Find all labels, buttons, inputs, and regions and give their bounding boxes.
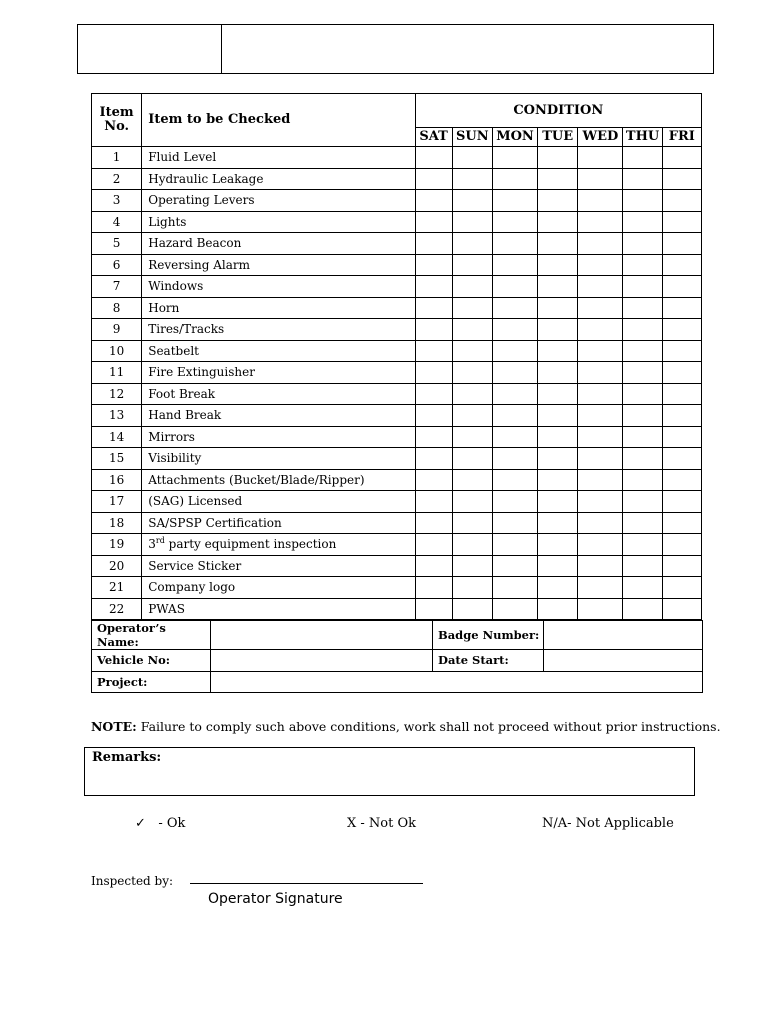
item-name: Reversing Alarm bbox=[142, 254, 415, 276]
day-header-thu: THU bbox=[623, 128, 662, 147]
condition-cell-tue[interactable] bbox=[538, 577, 578, 599]
condition-cell-fri[interactable] bbox=[662, 168, 701, 190]
condition-cell-sat[interactable] bbox=[415, 448, 452, 470]
table-row bbox=[92, 362, 702, 384]
inspected-by-label: Inspected by: bbox=[91, 874, 174, 888]
condition-cell-sat[interactable] bbox=[415, 319, 452, 341]
table-row bbox=[92, 555, 702, 577]
item-number: 16 bbox=[92, 469, 142, 491]
condition-cell-tue[interactable] bbox=[538, 297, 578, 319]
note-text: Failure to comply such above conditions, work shall not proceed without prior instructions. bbox=[136, 719, 721, 734]
condition-cell-sat[interactable] bbox=[415, 512, 452, 534]
condition-cell-tue[interactable] bbox=[538, 448, 578, 470]
condition-cell-sun[interactable] bbox=[452, 469, 492, 491]
item-number: 19 bbox=[92, 534, 142, 556]
condition-cell-thu[interactable] bbox=[623, 147, 662, 169]
condition-cell-sun[interactable] bbox=[452, 254, 492, 276]
item-number: 11 bbox=[92, 362, 142, 384]
condition-cell-sat[interactable] bbox=[415, 297, 452, 319]
item-name: SA/SPSP Certification bbox=[142, 512, 415, 534]
item-number: 18 bbox=[92, 512, 142, 534]
operator-signature-label: Operator Signature bbox=[208, 891, 343, 907]
condition-cell-tue[interactable] bbox=[538, 190, 578, 212]
operator-name-label: Operator’s Name: bbox=[92, 621, 211, 650]
item-number: 12 bbox=[92, 383, 142, 405]
item-number: 2 bbox=[92, 168, 142, 190]
condition-cell-mon[interactable] bbox=[492, 233, 537, 255]
condition-cell-tue[interactable] bbox=[538, 254, 578, 276]
condition-cell-fri[interactable] bbox=[662, 319, 701, 341]
day-header-fri: FRI bbox=[662, 128, 701, 147]
header-logo-cell bbox=[78, 25, 222, 73]
condition-cell-sun[interactable] bbox=[452, 555, 492, 577]
item-name: Hand Break bbox=[142, 405, 415, 427]
condition-cell-sun[interactable] bbox=[452, 362, 492, 384]
condition-cell-tue[interactable] bbox=[538, 340, 578, 362]
vehicle-no-field[interactable] bbox=[211, 650, 433, 672]
condition-cell-mon[interactable] bbox=[492, 577, 537, 599]
item-number: 22 bbox=[92, 598, 142, 620]
item-name: Operating Levers bbox=[142, 190, 415, 212]
condition-cell-fri[interactable] bbox=[662, 512, 701, 534]
item-name: Windows bbox=[142, 276, 415, 298]
note-label: NOTE: bbox=[91, 719, 137, 734]
condition-cell-sat[interactable] bbox=[415, 254, 452, 276]
table-row bbox=[92, 190, 702, 212]
table-row bbox=[92, 577, 702, 599]
condition-cell-sun[interactable] bbox=[452, 426, 492, 448]
item-number: 6 bbox=[92, 254, 142, 276]
project-field[interactable] bbox=[211, 671, 703, 693]
header-title-cell bbox=[222, 25, 713, 73]
item-name: Company logo bbox=[142, 577, 415, 599]
condition-cell-mon[interactable] bbox=[492, 448, 537, 470]
condition-cell-tue[interactable] bbox=[538, 491, 578, 513]
item-no-header: Item No. bbox=[92, 94, 142, 147]
table-row bbox=[92, 211, 702, 233]
checkmark-icon: ✓ bbox=[135, 816, 146, 831]
condition-cell-mon[interactable] bbox=[492, 555, 537, 577]
condition-cell-mon[interactable] bbox=[492, 534, 537, 556]
table-row bbox=[92, 448, 702, 470]
condition-cell-wed[interactable] bbox=[578, 211, 623, 233]
condition-cell-sat[interactable] bbox=[415, 426, 452, 448]
condition-cell-mon[interactable] bbox=[492, 426, 537, 448]
day-header-sat: SAT bbox=[415, 128, 452, 147]
table-row bbox=[92, 405, 702, 427]
condition-cell-mon[interactable] bbox=[492, 405, 537, 427]
condition-cell-tue[interactable] bbox=[538, 534, 578, 556]
item-number: 17 bbox=[92, 491, 142, 513]
condition-cell-thu[interactable] bbox=[623, 469, 662, 491]
condition-cell-wed[interactable] bbox=[578, 297, 623, 319]
condition-cell-thu[interactable] bbox=[623, 362, 662, 384]
table-row bbox=[92, 469, 702, 491]
condition-cell-sun[interactable] bbox=[452, 491, 492, 513]
condition-cell-thu[interactable] bbox=[623, 598, 662, 620]
item-name: Attachments (Bucket/Blade/Ripper) bbox=[142, 469, 415, 491]
condition-cell-sat[interactable] bbox=[415, 233, 452, 255]
day-header-mon: MON bbox=[492, 128, 537, 147]
condition-cell-thu[interactable] bbox=[623, 276, 662, 298]
condition-cell-sat[interactable] bbox=[415, 147, 452, 169]
item-number: 4 bbox=[92, 211, 142, 233]
item-number: 1 bbox=[92, 147, 142, 169]
condition-cell-fri[interactable] bbox=[662, 426, 701, 448]
condition-cell-tue[interactable] bbox=[538, 147, 578, 169]
condition-cell-wed[interactable] bbox=[578, 426, 623, 448]
condition-cell-sun[interactable] bbox=[452, 233, 492, 255]
condition-cell-fri[interactable] bbox=[662, 383, 701, 405]
table-row bbox=[92, 426, 702, 448]
condition-cell-sun[interactable] bbox=[452, 448, 492, 470]
condition-cell-mon[interactable] bbox=[492, 340, 537, 362]
item-number: 8 bbox=[92, 297, 142, 319]
item-name: Lights bbox=[142, 211, 415, 233]
condition-cell-thu[interactable] bbox=[623, 577, 662, 599]
condition-cell-fri[interactable] bbox=[662, 469, 701, 491]
item-name: Service Sticker bbox=[142, 555, 415, 577]
condition-cell-sun[interactable] bbox=[452, 319, 492, 341]
condition-cell-fri[interactable] bbox=[662, 233, 701, 255]
item-name: Horn bbox=[142, 297, 415, 319]
condition-cell-fri[interactable] bbox=[662, 491, 701, 513]
condition-cell-mon[interactable] bbox=[492, 190, 537, 212]
item-number: 7 bbox=[92, 276, 142, 298]
condition-cell-thu[interactable] bbox=[623, 254, 662, 276]
condition-cell-thu[interactable] bbox=[623, 383, 662, 405]
condition-cell-mon[interactable] bbox=[492, 362, 537, 384]
item-name: Mirrors bbox=[142, 426, 415, 448]
condition-cell-sun[interactable] bbox=[452, 211, 492, 233]
item-number: 10 bbox=[92, 340, 142, 362]
item-name: Hydraulic Leakage bbox=[142, 168, 415, 190]
condition-cell-sun[interactable] bbox=[452, 598, 492, 620]
condition-cell-tue[interactable] bbox=[538, 426, 578, 448]
condition-cell-sun[interactable] bbox=[452, 383, 492, 405]
condition-cell-sun[interactable] bbox=[452, 297, 492, 319]
day-header-sun: SUN bbox=[452, 128, 492, 147]
table-row bbox=[92, 254, 702, 276]
table-row bbox=[92, 233, 702, 255]
condition-cell-tue[interactable] bbox=[538, 512, 578, 534]
condition-cell-wed[interactable] bbox=[578, 190, 623, 212]
condition-cell-wed[interactable] bbox=[578, 405, 623, 427]
condition-cell-wed[interactable] bbox=[578, 448, 623, 470]
condition-cell-wed[interactable] bbox=[578, 491, 623, 513]
condition-cell-sun[interactable] bbox=[452, 168, 492, 190]
condition-cell-mon[interactable] bbox=[492, 319, 537, 341]
condition-cell-sat[interactable] bbox=[415, 405, 452, 427]
condition-cell-tue[interactable] bbox=[538, 405, 578, 427]
project-label: Project: bbox=[92, 671, 211, 693]
condition-cell-sat[interactable] bbox=[415, 168, 452, 190]
condition-cell-tue[interactable] bbox=[538, 362, 578, 384]
condition-cell-fri[interactable] bbox=[662, 340, 701, 362]
condition-cell-sat[interactable] bbox=[415, 362, 452, 384]
table-row bbox=[92, 147, 702, 169]
condition-cell-sat[interactable] bbox=[415, 598, 452, 620]
condition-cell-fri[interactable] bbox=[662, 448, 701, 470]
condition-cell-sat[interactable] bbox=[415, 383, 452, 405]
condition-cell-sat[interactable] bbox=[415, 190, 452, 212]
condition-cell-sun[interactable] bbox=[452, 190, 492, 212]
table-row bbox=[92, 340, 702, 362]
vehicle-no-label: Vehicle No: bbox=[92, 650, 211, 672]
condition-cell-sun[interactable] bbox=[452, 534, 492, 556]
condition-cell-thu[interactable] bbox=[623, 319, 662, 341]
condition-cell-fri[interactable] bbox=[662, 405, 701, 427]
table-row bbox=[92, 276, 702, 298]
condition-cell-mon[interactable] bbox=[492, 598, 537, 620]
operator-name-field[interactable] bbox=[211, 621, 433, 650]
condition-cell-thu[interactable] bbox=[623, 340, 662, 362]
condition-cell-fri[interactable] bbox=[662, 577, 701, 599]
item-name: Fluid Level bbox=[142, 147, 415, 169]
item-name: (SAG) Licensed bbox=[142, 491, 415, 513]
condition-cell-thu[interactable] bbox=[623, 555, 662, 577]
condition-cell-mon[interactable] bbox=[492, 276, 537, 298]
table-row bbox=[92, 534, 702, 556]
condition-cell-sat[interactable] bbox=[415, 340, 452, 362]
item-name: Tires/Tracks bbox=[142, 319, 415, 341]
condition-cell-mon[interactable] bbox=[492, 254, 537, 276]
condition-cell-tue[interactable] bbox=[538, 469, 578, 491]
condition-cell-sun[interactable] bbox=[452, 147, 492, 169]
condition-cell-fri[interactable] bbox=[662, 211, 701, 233]
date-start-field[interactable] bbox=[544, 650, 703, 672]
item-to-check-header: Item to be Checked bbox=[142, 94, 415, 147]
condition-cell-thu[interactable] bbox=[623, 190, 662, 212]
document-header-box bbox=[77, 24, 714, 74]
badge-number-label: Badge Number: bbox=[433, 621, 544, 650]
table-row bbox=[92, 297, 702, 319]
item-name: Hazard Beacon bbox=[142, 233, 415, 255]
condition-cell-wed[interactable] bbox=[578, 147, 623, 169]
condition-cell-sun[interactable] bbox=[452, 340, 492, 362]
item-name: Seatbelt bbox=[142, 340, 415, 362]
condition-cell-mon[interactable] bbox=[492, 297, 537, 319]
condition-cell-fri[interactable] bbox=[662, 362, 701, 384]
condition-cell-wed[interactable] bbox=[578, 577, 623, 599]
condition-cell-sat[interactable] bbox=[415, 534, 452, 556]
condition-cell-wed[interactable] bbox=[578, 469, 623, 491]
table-row bbox=[92, 319, 702, 341]
condition-cell-thu[interactable] bbox=[623, 426, 662, 448]
condition-cell-fri[interactable] bbox=[662, 598, 701, 620]
condition-cell-sat[interactable] bbox=[415, 555, 452, 577]
item-number: 3 bbox=[92, 190, 142, 212]
condition-cell-tue[interactable] bbox=[538, 555, 578, 577]
condition-cell-sat[interactable] bbox=[415, 491, 452, 513]
legend-not-ok: X - Not Ok bbox=[347, 816, 417, 831]
item-name: Visibility bbox=[142, 448, 415, 470]
condition-cell-thu[interactable] bbox=[623, 512, 662, 534]
condition-cell-wed[interactable] bbox=[578, 534, 623, 556]
condition-cell-fri[interactable] bbox=[662, 297, 701, 319]
condition-cell-thu[interactable] bbox=[623, 405, 662, 427]
legend-ok-text: - Ok bbox=[158, 816, 186, 831]
condition-cell-wed[interactable] bbox=[578, 362, 623, 384]
condition-cell-tue[interactable] bbox=[538, 319, 578, 341]
condition-cell-thu[interactable] bbox=[623, 491, 662, 513]
condition-cell-wed[interactable] bbox=[578, 233, 623, 255]
item-number: 13 bbox=[92, 405, 142, 427]
condition-cell-tue[interactable] bbox=[538, 233, 578, 255]
condition-cell-sat[interactable] bbox=[415, 276, 452, 298]
table-row bbox=[92, 383, 702, 405]
condition-cell-sun[interactable] bbox=[452, 512, 492, 534]
condition-cell-mon[interactable] bbox=[492, 168, 537, 190]
condition-cell-wed[interactable] bbox=[578, 340, 623, 362]
condition-cell-mon[interactable] bbox=[492, 512, 537, 534]
inspection-checklist-table bbox=[91, 93, 702, 620]
day-header-wed: WED bbox=[578, 128, 623, 147]
condition-cell-fri[interactable] bbox=[662, 190, 701, 212]
condition-cell-sat[interactable] bbox=[415, 469, 452, 491]
condition-cell-tue[interactable] bbox=[538, 211, 578, 233]
note-line bbox=[91, 719, 721, 734]
item-name: PWAS bbox=[142, 598, 415, 620]
condition-cell-tue[interactable] bbox=[538, 168, 578, 190]
table-row bbox=[92, 491, 702, 513]
condition-cell-wed[interactable] bbox=[578, 512, 623, 534]
condition-cell-fri[interactable] bbox=[662, 147, 701, 169]
condition-cell-sun[interactable] bbox=[452, 577, 492, 599]
condition-cell-thu[interactable] bbox=[623, 534, 662, 556]
date-start-label: Date Start: bbox=[433, 650, 544, 672]
condition-cell-fri[interactable] bbox=[662, 276, 701, 298]
condition-header: CONDITION bbox=[415, 94, 701, 128]
item-number: 21 bbox=[92, 577, 142, 599]
item-number: 9 bbox=[92, 319, 142, 341]
condition-cell-mon[interactable] bbox=[492, 147, 537, 169]
remarks-box[interactable] bbox=[84, 747, 695, 796]
condition-cell-mon[interactable] bbox=[492, 383, 537, 405]
item-number: 14 bbox=[92, 426, 142, 448]
condition-cell-wed[interactable] bbox=[578, 254, 623, 276]
condition-cell-wed[interactable] bbox=[578, 168, 623, 190]
condition-cell-thu[interactable] bbox=[623, 211, 662, 233]
condition-cell-thu[interactable] bbox=[623, 297, 662, 319]
condition-cell-sun[interactable] bbox=[452, 276, 492, 298]
table-row bbox=[92, 512, 702, 534]
condition-cell-sun[interactable] bbox=[452, 405, 492, 427]
condition-cell-tue[interactable] bbox=[538, 276, 578, 298]
item-number: 5 bbox=[92, 233, 142, 255]
signature-line[interactable] bbox=[190, 883, 423, 884]
item-name: Fire Extinguisher bbox=[142, 362, 415, 384]
item-name: Foot Break bbox=[142, 383, 415, 405]
item-name: 3rd party equipment inspection bbox=[142, 534, 415, 556]
condition-cell-tue[interactable] bbox=[538, 383, 578, 405]
condition-cell-wed[interactable] bbox=[578, 555, 623, 577]
condition-cell-thu[interactable] bbox=[623, 233, 662, 255]
condition-cell-sat[interactable] bbox=[415, 211, 452, 233]
condition-cell-wed[interactable] bbox=[578, 383, 623, 405]
table-row bbox=[92, 598, 702, 620]
operator-info-table bbox=[91, 620, 703, 693]
day-header-tue: TUE bbox=[538, 128, 578, 147]
condition-cell-thu[interactable] bbox=[623, 168, 662, 190]
condition-cell-wed[interactable] bbox=[578, 276, 623, 298]
remarks-label: Remarks: bbox=[92, 750, 162, 765]
condition-cell-mon[interactable] bbox=[492, 491, 537, 513]
condition-cell-thu[interactable] bbox=[623, 448, 662, 470]
badge-number-field[interactable] bbox=[544, 621, 703, 650]
item-number: 20 bbox=[92, 555, 142, 577]
legend-ok bbox=[135, 816, 185, 831]
condition-cell-sat[interactable] bbox=[415, 577, 452, 599]
condition-cell-tue[interactable] bbox=[538, 598, 578, 620]
condition-cell-fri[interactable] bbox=[662, 254, 701, 276]
condition-cell-fri[interactable] bbox=[662, 555, 701, 577]
item-number: 15 bbox=[92, 448, 142, 470]
condition-cell-mon[interactable] bbox=[492, 211, 537, 233]
condition-cell-wed[interactable] bbox=[578, 598, 623, 620]
condition-cell-fri[interactable] bbox=[662, 534, 701, 556]
condition-cell-wed[interactable] bbox=[578, 319, 623, 341]
table-row bbox=[92, 168, 702, 190]
legend-not-applicable: N/A- Not Applicable bbox=[542, 816, 674, 831]
condition-cell-mon[interactable] bbox=[492, 469, 537, 491]
